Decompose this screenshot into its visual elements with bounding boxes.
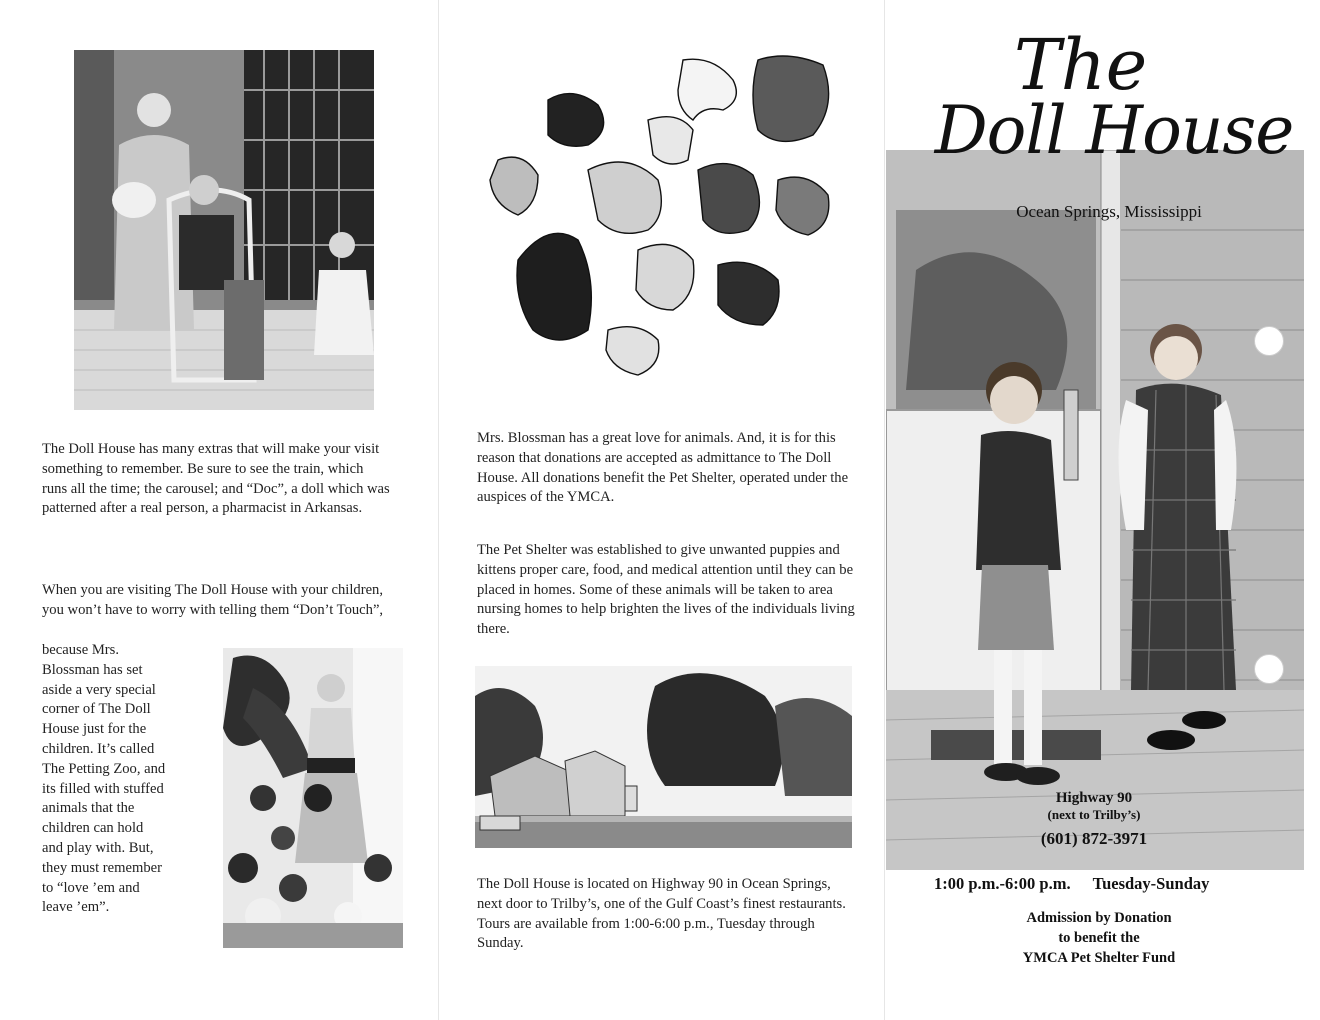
punch-hole-top bbox=[1254, 326, 1284, 356]
petting-zoo-illustration bbox=[223, 648, 403, 948]
porch-photo bbox=[74, 50, 374, 410]
location-text: The Doll House is located on Highway 90 in Ocean Springs, next door to Trilby’s, one of the Gulf Coast’s finest restaurants. Tours are available from 1:00-6:00 p.m., Tuesday through Sunday. bbox=[477, 876, 846, 952]
hours-time: 1:00 p.m.-6:00 p.m. bbox=[934, 874, 1071, 893]
next-to-label: (next to Trilby’s) bbox=[1047, 807, 1141, 822]
panel-middle bbox=[438, 0, 884, 1020]
pz-line: and play with. But, bbox=[42, 839, 154, 856]
doll-house-street-photo bbox=[475, 666, 852, 848]
cover-photo-illustration bbox=[886, 150, 1304, 870]
pz-line: because Mrs. bbox=[42, 642, 119, 658]
pz-line: its filled with stuffed bbox=[42, 780, 164, 797]
petting-zoo-column bbox=[42, 641, 220, 918]
cover-title bbox=[924, 24, 1304, 169]
street-illustration bbox=[475, 666, 852, 848]
pz-line: to “love ’em and bbox=[42, 879, 140, 896]
animal-sketches bbox=[478, 50, 848, 380]
pz-line: Blossman has set bbox=[42, 661, 143, 678]
shelter-text: The Pet Shelter was established to give unwanted puppies and kittens proper care, food, and medical attention until they can be placed in homes. Some of these animals will be taken to area nursing homes to help brighten the lives of the individuals living there. bbox=[477, 542, 855, 638]
panel-cover bbox=[884, 0, 1320, 1020]
petting-zoo-intro bbox=[42, 581, 402, 621]
punch-hole-bottom bbox=[1254, 654, 1284, 684]
pz-line: aside a very special bbox=[42, 681, 156, 698]
cover-subtitle: Ocean Springs, Mississippi bbox=[1016, 202, 1202, 221]
panel-left bbox=[0, 0, 438, 1020]
animals-paragraph bbox=[477, 429, 857, 508]
title-line-doll-house: Doll House bbox=[934, 92, 1294, 169]
petting-zoo-photo bbox=[223, 648, 403, 948]
pz-line: animals that the bbox=[42, 800, 135, 817]
extras-paragraph bbox=[42, 440, 392, 519]
porch-photo-illustration bbox=[74, 50, 374, 410]
hours-line bbox=[934, 874, 1284, 894]
phone-number: (601) 872-3971 bbox=[1040, 829, 1148, 848]
pz-line: children. It’s called bbox=[42, 740, 155, 757]
pz-line: they must remember bbox=[42, 859, 162, 876]
pz-line: children can hold bbox=[42, 820, 144, 837]
cover-photo bbox=[886, 150, 1304, 870]
admission-line-1: Admission by Donation bbox=[1026, 910, 1172, 926]
highway-label: Highway 90 bbox=[1055, 790, 1133, 806]
admission-line-2: to benefit the bbox=[1058, 930, 1140, 946]
pz-line: corner of The Doll bbox=[42, 701, 151, 718]
pz-line: The Petting Zoo, and bbox=[42, 760, 166, 777]
title-line-the: The bbox=[1014, 24, 1148, 106]
location-paragraph bbox=[477, 875, 857, 954]
pz-line: House just for the bbox=[42, 721, 147, 738]
pz-line: leave ’em”. bbox=[42, 899, 110, 916]
admission-block bbox=[974, 908, 1224, 968]
animals-text: Mrs. Blossman has a great love for animals. And, it is for this reason that donations are accepted as admittance to The Doll House. All donations benefit the Pet Shelter, operated under the auspices of the YMCA. bbox=[477, 430, 849, 506]
hours-days: Tuesday-Sunday bbox=[1092, 874, 1210, 893]
address-block bbox=[994, 790, 1194, 849]
animal-heads-illustration bbox=[478, 50, 848, 380]
petting-zoo-intro-text: When you are visiting The Doll House with your children, you won’t have to worry with telling them “Don’t Touch”, bbox=[42, 582, 384, 618]
admission-line-3: YMCA Pet Shelter Fund bbox=[1022, 950, 1176, 966]
extras-text: The Doll House has many extras that will make your visit something to remember. Be sure to see the train, which runs all the time; the carousel; and “Doc”, a doll which was patterned after a real person, a pharmacist in Arkansas. bbox=[42, 441, 390, 517]
shelter-paragraph bbox=[477, 541, 862, 640]
